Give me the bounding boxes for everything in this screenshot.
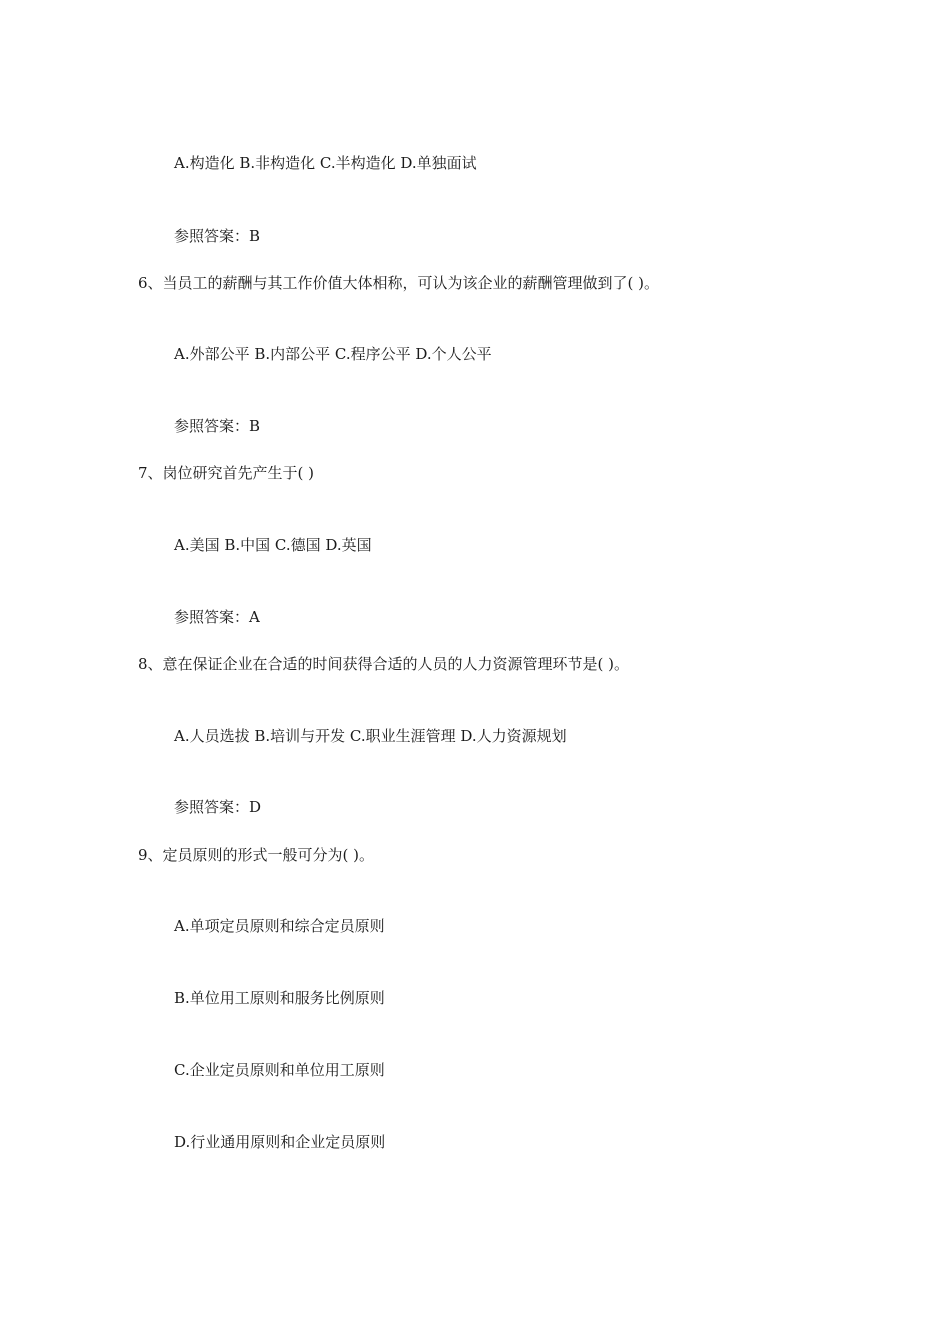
q5-options: A.构造化 B.非构造化 C.半构造化 D.单独面试 <box>174 154 477 172</box>
q9-option-a: A.单项定员原则和综合定员原则 <box>174 917 385 935</box>
q8-answer: 参照答案：D <box>174 798 262 816</box>
q6-options: A.外部公平 B.内部公平 C.程序公平 D.个人公平 <box>174 345 492 363</box>
q6-answer: 参照答案：B <box>174 417 261 435</box>
q9-option-d: D.行业通用原则和企业定员原则 <box>174 1133 386 1151</box>
q7-answer: 参照答案：A <box>174 608 260 626</box>
q9-question: 9、定员原则的形式一般可分为( )。 <box>138 846 375 864</box>
q7-question: 7、岗位研究首先产生于( ) <box>138 464 315 482</box>
q8-options: A.人员选拔 B.培训与开发 C.职业生涯管理 D.人力资源规划 <box>174 727 567 745</box>
q8-question: 8、意在保证企业在合适的时间获得合适的人员的人力资源管理环节是( )。 <box>138 655 630 673</box>
q5-answer: 参照答案：B <box>174 227 261 245</box>
q7-options: A.美国 B.中国 C.德国 D.英国 <box>174 536 372 554</box>
q6-question: 6、当员工的薪酬与其工作价值大体相称，可认为该企业的薪酬管理做到了( )。 <box>138 274 660 292</box>
q9-option-c: C.企业定员原则和单位用工原则 <box>174 1061 385 1079</box>
q9-option-b: B.单位用工原则和服务比例原则 <box>174 989 385 1007</box>
